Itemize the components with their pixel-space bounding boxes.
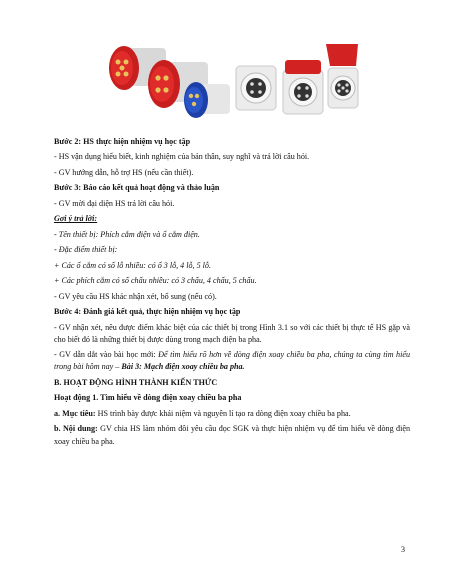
white-socket-icon	[236, 66, 276, 110]
content-paragraph	[54, 423, 410, 447]
goal-label: a. Mục tiêu:	[54, 408, 96, 418]
step3-heading: Bước 3: Báo cáo kết quả hoạt động và thảo luận	[54, 183, 220, 193]
content-label: b. Nội dung:	[54, 424, 98, 434]
lesson-title: Bài 3: Mạch điện xoay chiều ba pha.	[121, 362, 245, 372]
document-body	[54, 136, 410, 451]
step3-line2: - GV yêu cầu HS khác nhận xét, bổ sung (nếu có).	[54, 291, 217, 301]
activity-heading: Hoạt động 1. Tìm hiểu về dòng điện xoay chiều ba pha	[54, 393, 242, 403]
answer-line1: - Tên thiết bị: Phích cắm điện và ổ cắm điện.	[54, 229, 200, 239]
answer-line4: + Các phích cắm có số chấu nhiều: có 3 chấu, 4 chấu, 5 chấu.	[54, 276, 257, 286]
step4-para2	[54, 349, 410, 373]
red-open-lid-socket-icon	[326, 44, 358, 108]
step2-line1: - HS vận dụng hiểu biết, kinh nghiệm của bản thân, suy nghĩ và trả lời câu hỏi.	[54, 152, 310, 162]
blue-plug-icon	[184, 82, 230, 118]
step2-heading: Bước 2: HS thực hiện nhiệm vụ học tập	[54, 137, 191, 146]
step4-para2-prefix: - GV dẫn dắt vào bài học mới:	[54, 350, 159, 360]
plugs-and-sockets-icon	[96, 40, 360, 126]
page-number: 3	[401, 545, 405, 554]
content-text: GV chia HS làm nhóm đôi yêu cầu đọc SGK và thực hiện nhiệm vụ để tìm hiểu về dòng điện xoay chiều ba pha.	[54, 424, 410, 446]
answer-line3: + Các ổ cắm có số lỗ nhiều: có ổ 3 lỗ, 4 lỗ, 5 lỗ.	[54, 260, 211, 270]
answer-heading: Gợi ý trả lời:	[54, 214, 98, 224]
answer-line2: - Đặc điểm thiết bị:	[54, 245, 118, 255]
goal-paragraph	[54, 408, 410, 420]
step4-para2-italic: Để tìm hiểu rõ hơn về dòng điện xoay chiều ba pha, chúng ta cùng tìm hiểu trong bài hôm nay –	[54, 350, 410, 372]
step3-line1: - GV mời đại diện HS trả lời câu hỏi.	[54, 198, 175, 208]
red-lid-socket-icon	[283, 60, 323, 114]
goal-text: HS trình bày được khái niệm và nguyên lí tạo ra dòng điện xoay chiều ba pha.	[95, 408, 351, 418]
section-b-heading: B. HOẠT ĐỘNG HÌNH THÀNH KIẾN THỨC	[54, 377, 218, 387]
plugs-sockets-figure	[96, 40, 360, 126]
step4-para1: - GV nhận xét, nêu được điểm khác biệt của các thiết bị trong Hình 3.1 so với các thiết bị thực tế HS gặp và cho biết đó là những thiết bị được dùng trong mạch điện ba pha.	[54, 322, 410, 344]
step2-line2: - GV hướng dẫn, hỗ trợ HS (nếu cần thiết).	[54, 167, 194, 177]
step4-heading: Bước 4: Đánh giá kết quả, thực hiện nhiệm vụ học tập	[54, 307, 241, 317]
